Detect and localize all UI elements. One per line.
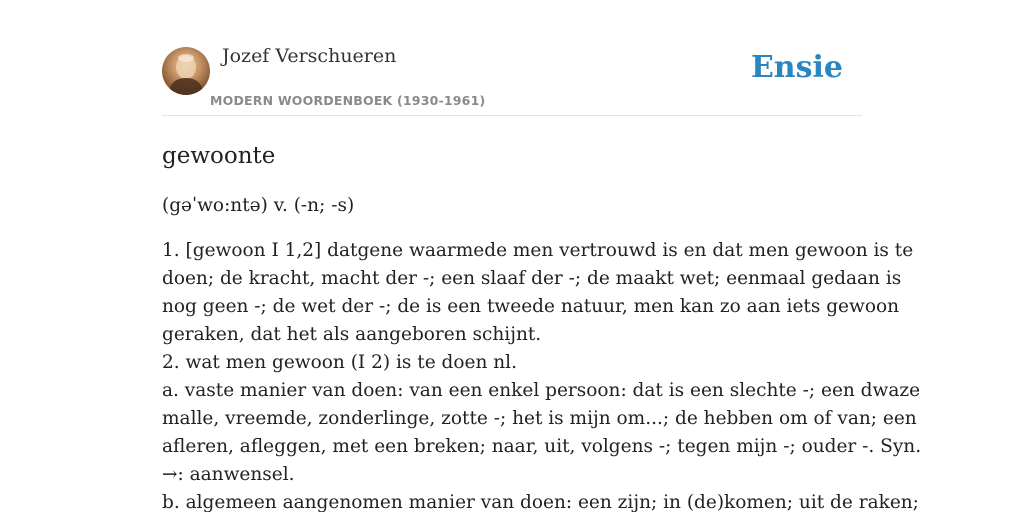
definition-line: malle, vreemde, zonderlinge, zotte -; het is mijn om...; de hebben om of van; een — [162, 408, 917, 429]
definition-line: geraken, dat het als aangeboren schijnt. — [162, 324, 542, 345]
pronunciation: (gəˈwo:ntə) v. (-n; -s) — [162, 195, 355, 216]
definition-body — [162, 237, 922, 512]
definition-line: afleren, afleggen, met een breken; naar, uit, volgens -; tegen mijn -; ouder -. Syn. — [162, 436, 922, 457]
definition-line: b. algemeen aangenomen manier van doen: een zijn; in (de)komen; uit de raken; — [162, 492, 919, 512]
definition-line: 2. wat men gewoon (I 2) is te doen nl. — [162, 352, 517, 373]
portrait-icon — [162, 47, 210, 95]
source-title[interactable]: MODERN WOORDENBOEK (1930-1961) — [210, 93, 486, 108]
definition-line: a. vaste manier van doen: van een enkel persoon: dat is een slechte -; een dwaze — [162, 380, 921, 401]
author-name[interactable]: Jozef Verschueren — [222, 45, 397, 67]
definition-line: 1. [gewoon I 1,2] datgene waarmede men vertrouwd is en dat men gewoon is te — [162, 240, 914, 261]
definition-line: →: aanwensel. — [162, 464, 295, 485]
entry-content — [162, 116, 922, 512]
definition-line: nog geen -; de wet der -; de is een tweede natuur, men kan zo aan iets gewoon — [162, 296, 900, 317]
headword: gewoonte — [162, 143, 276, 169]
author-avatar[interactable] — [162, 47, 210, 95]
brand-logo[interactable]: Ensie — [750, 50, 843, 85]
definition-line: doen; de kracht, macht der -; een slaaf der -; de maakt wet; eenmaal gedaan is — [162, 268, 902, 289]
header — [162, 0, 862, 116]
